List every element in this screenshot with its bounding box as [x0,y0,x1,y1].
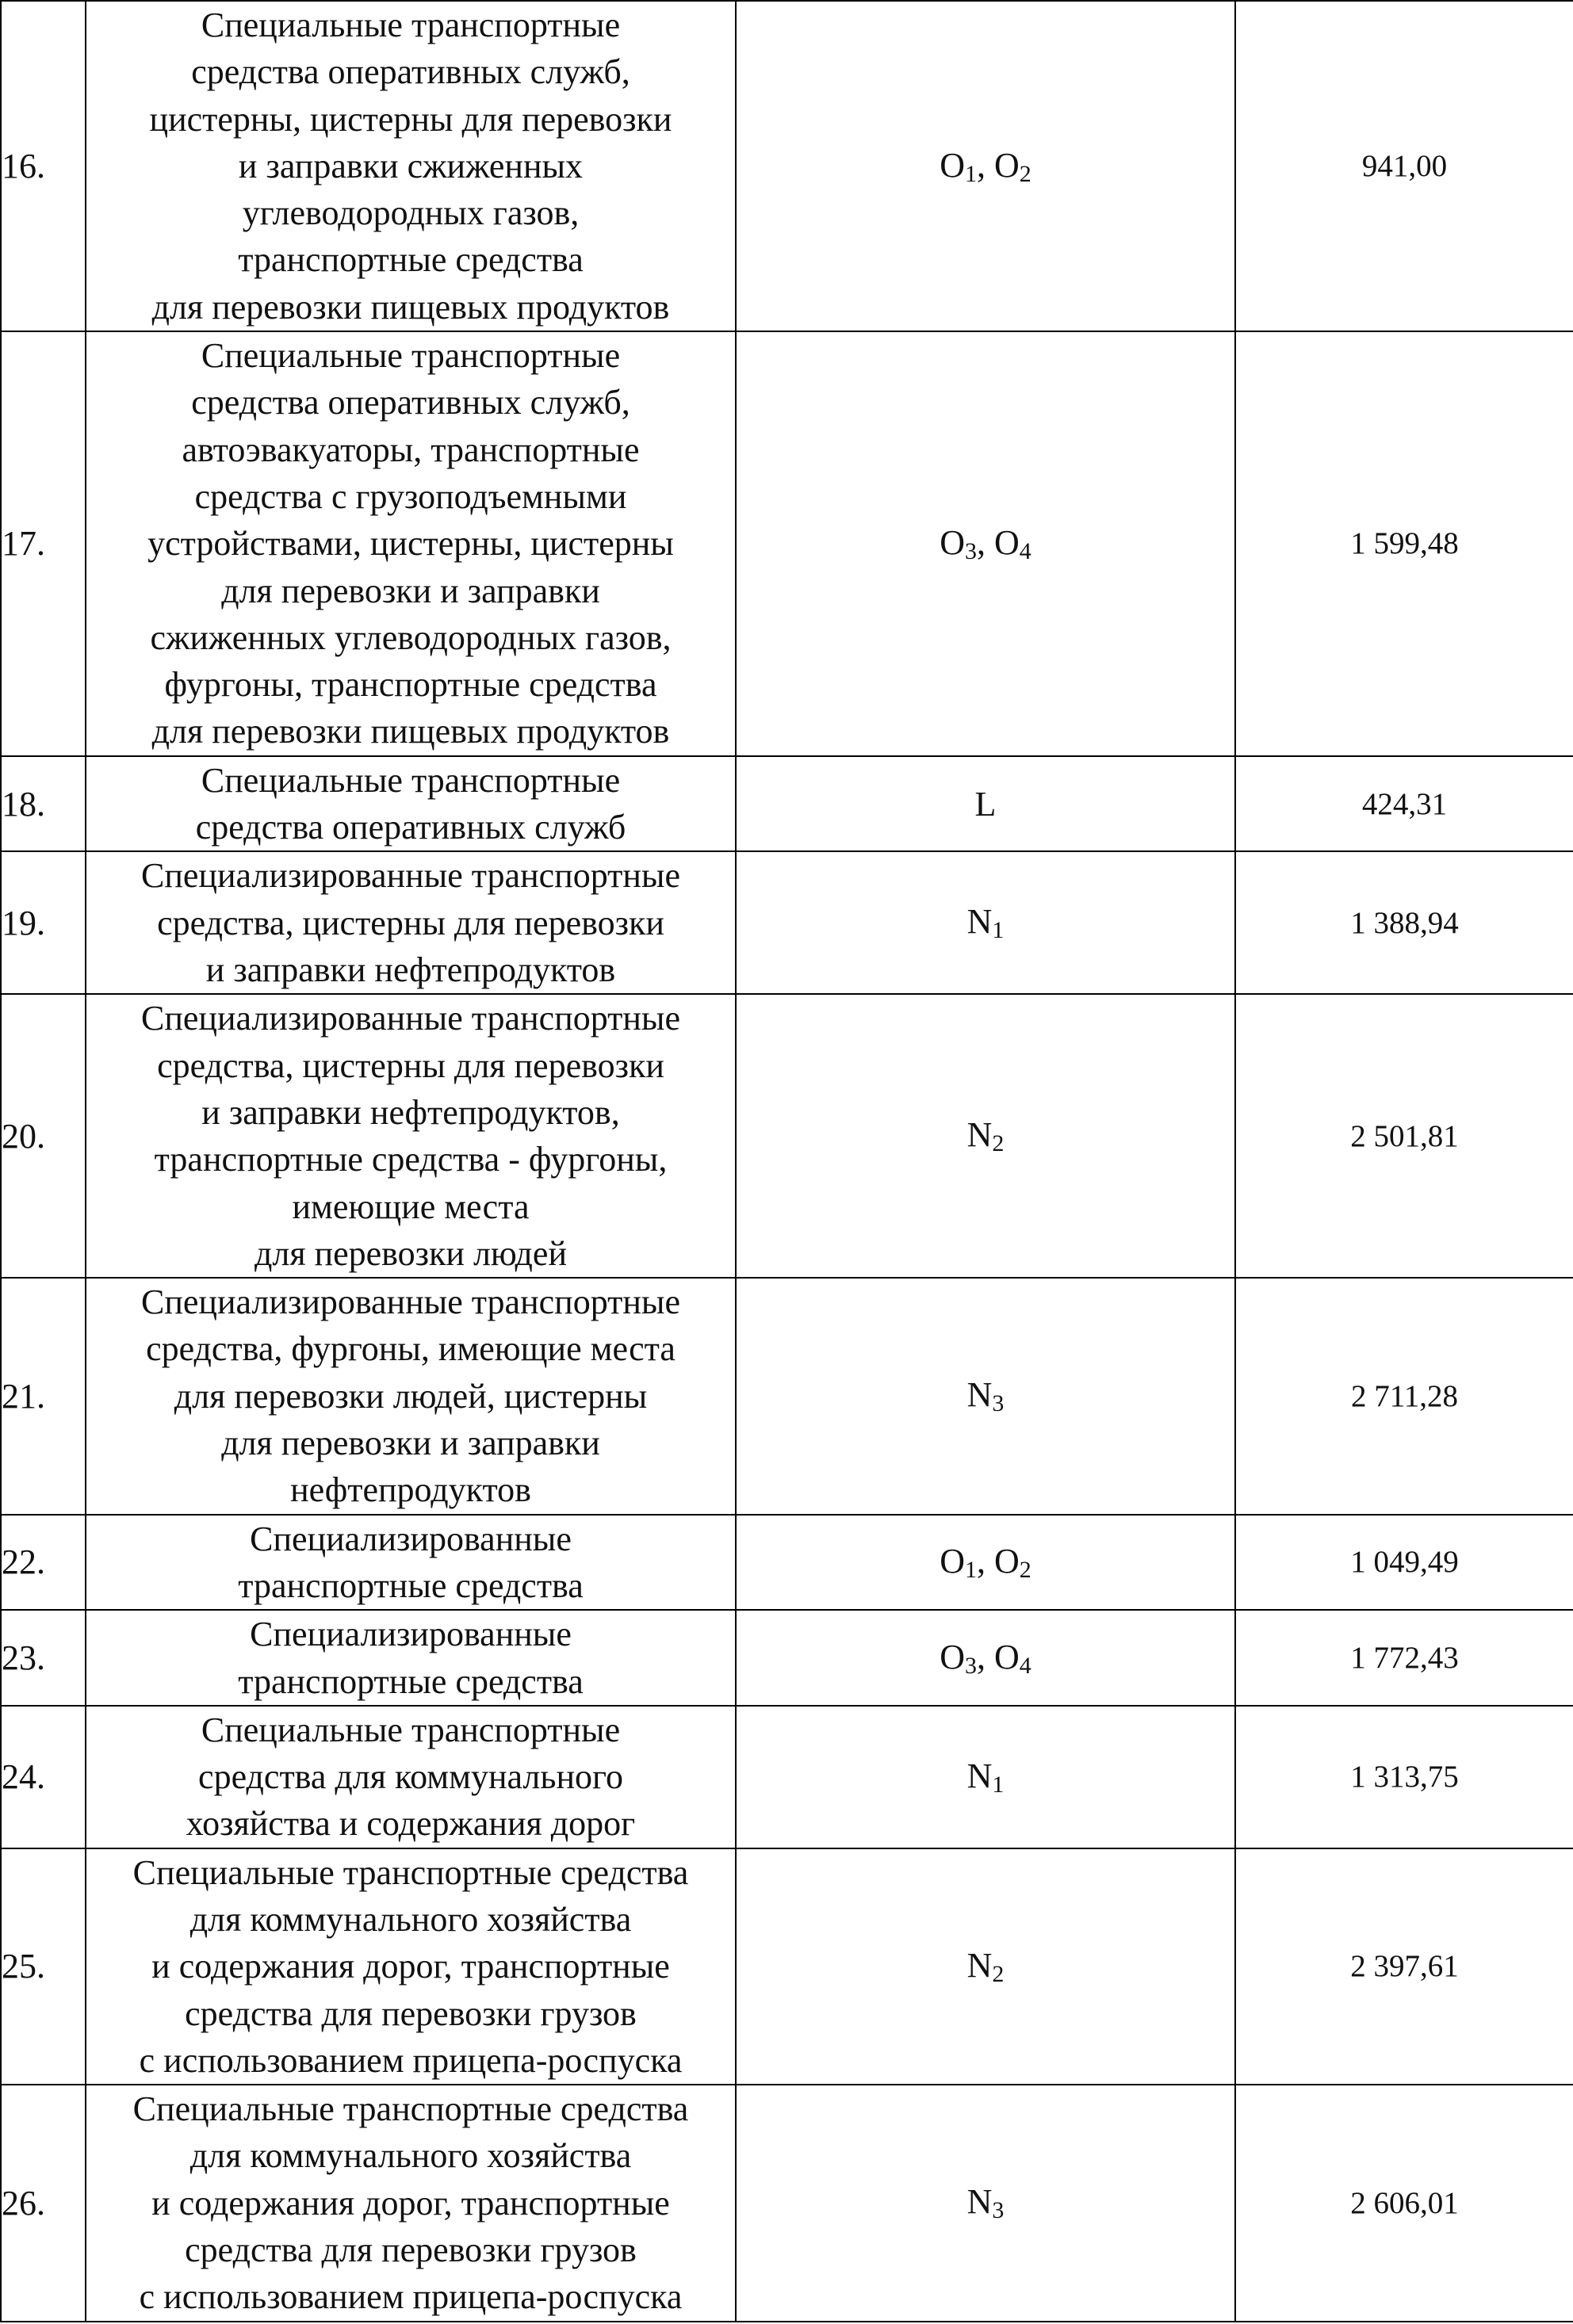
table-row [1,756,1573,852]
category-subscript: 2 [992,1960,1005,1987]
rate-value: 1 049,49 [1235,1515,1573,1611]
vehicle-category [736,1706,1235,1848]
category-subscript: 2 [992,1130,1005,1157]
category-letter: O [994,522,1020,562]
category-letter: O [940,522,965,562]
category-letter: O [940,1637,965,1676]
table-row [1,1706,1573,1848]
rate-value: 941,00 [1235,1,1573,331]
row-number: 21. [1,1278,86,1514]
category-subscript: 4 [1019,537,1031,564]
category-letter: O [940,145,965,185]
vehicle-category [736,756,1235,852]
vehicle-category [736,1278,1235,1514]
vehicle-category: $O_3$, $O_4$ [736,1610,1235,1706]
row-number: 20. [1,994,86,1278]
vehicle-description: Специальные транспортные средства для коммунального хозяйства и содержания дорог, транспортные средства для перевозки грузов с использованием прицепа-роспуска [86,2085,736,2321]
vehicle-description: Специальные транспортные средства для коммунального хозяйства и содержания дорог, транспортные средства для перевозки грузов с использованием прицепа-роспуска [86,1848,736,2085]
category-letter: N [966,1375,993,1415]
table-row [1,331,1573,756]
vehicle-category: $O_1$, $O_2$ [736,1,1235,331]
rate-value: 1 599,48 [1235,331,1573,756]
category-letter: N [966,2182,993,2222]
vehicle-category: $O_1$, $O_2$ [736,1515,1235,1611]
vehicle-category [736,2085,1235,2321]
rate-value: 1 313,75 [1235,1706,1573,1848]
table-row [1,994,1573,1278]
row-number: 22. [1,1515,86,1611]
category-subscript: 1 [992,917,1005,944]
vehicle-description: Специализированные транспортные средства, цистерны для перевозки и заправки нефтепродуктов [86,851,736,994]
table-row [1,1515,1573,1611]
rate-value: 2 606,01 [1235,2085,1573,2321]
category-subscript: 3 [965,1652,977,1679]
category-letter: L [974,784,997,824]
category-letter: N [966,902,993,942]
category-letter: O [994,145,1020,185]
vehicle-category [736,851,1235,994]
category-letter: O [940,1541,965,1581]
row-number: 16. [1,1,86,331]
rate-value: 1 388,94 [1235,851,1573,994]
category-subscript: 1 [965,160,977,187]
table-row [1,2085,1573,2321]
rate-value: 1 772,43 [1235,1610,1573,1706]
vehicle-description: Специальные транспортные средства оперативных служб [86,756,736,852]
table-body [1,1,1573,2322]
row-number: 17. [1,331,86,756]
vehicle-description: Специальные транспортные средства для коммунального хозяйства и содержания дорог [86,1706,736,1848]
category-subscript: 3 [965,537,977,564]
category-subscript: 1 [965,1556,977,1583]
rate-value: 424,31 [1235,756,1573,852]
category-subscript: 4 [1019,1652,1031,1679]
category-letter: O [994,1637,1020,1676]
table-row [1,1,1573,331]
row-number: 25. [1,1848,86,2085]
category-subscript: 2 [1019,1556,1031,1583]
category-subscript: 1 [992,1771,1005,1798]
category-subscript: 3 [992,2197,1005,2224]
vehicle-description: Специальные транспортные средства оперативных служб, автоэвакуаторы, транспортные средства с грузоподъемными устройствами, цистерны, цистерны для перевозки и заправки сжиженных углеводородных газов, фургоны, транспортные средства для перевозки пищевых продуктов [86,331,736,756]
category-letter: O [994,1541,1020,1581]
row-number: 19. [1,851,86,994]
table-row [1,1610,1573,1706]
vehicle-description: Специальные транспортные средства оперативных служб, цистерны, цистерны для перевозки и заправки сжиженных углеводородных газов, транспортные средства для перевозки пищевых продуктов [86,1,736,331]
category-letter: N [966,1115,993,1155]
rate-value: 2 711,28 [1235,1278,1573,1514]
table-row [1,851,1573,994]
row-number: 23. [1,1610,86,1706]
rate-value: 2 501,81 [1235,994,1573,1278]
category-subscript: 2 [1019,160,1031,187]
vehicle-category: $O_3$, $O_4$ [736,331,1235,756]
rate-value: 2 397,61 [1235,1848,1573,2085]
category-subscript: 3 [992,1390,1005,1417]
vehicle-category [736,994,1235,1278]
vehicle-category [736,1848,1235,2085]
row-number: 24. [1,1706,86,1848]
row-number: 26. [1,2085,86,2321]
vehicle-description: Специализированные транспортные средства [86,1610,736,1706]
vehicle-description: Специализированные транспортные средства, цистерны для перевозки и заправки нефтепродуктов, транспортные средства - фургоны, имеющие места для перевозки людей [86,994,736,1278]
category-letter: N [966,1756,993,1795]
vehicle-description: Специализированные транспортные средства, фургоны, имеющие места для перевозки людей, цистерны для перевозки и заправки нефтепродуктов [86,1278,736,1514]
table-row [1,1848,1573,2085]
category-letter: N [966,1945,993,1985]
vehicle-description: Специализированные транспортные средства [86,1515,736,1611]
row-number: 18. [1,756,86,852]
table-row [1,1278,1573,1514]
